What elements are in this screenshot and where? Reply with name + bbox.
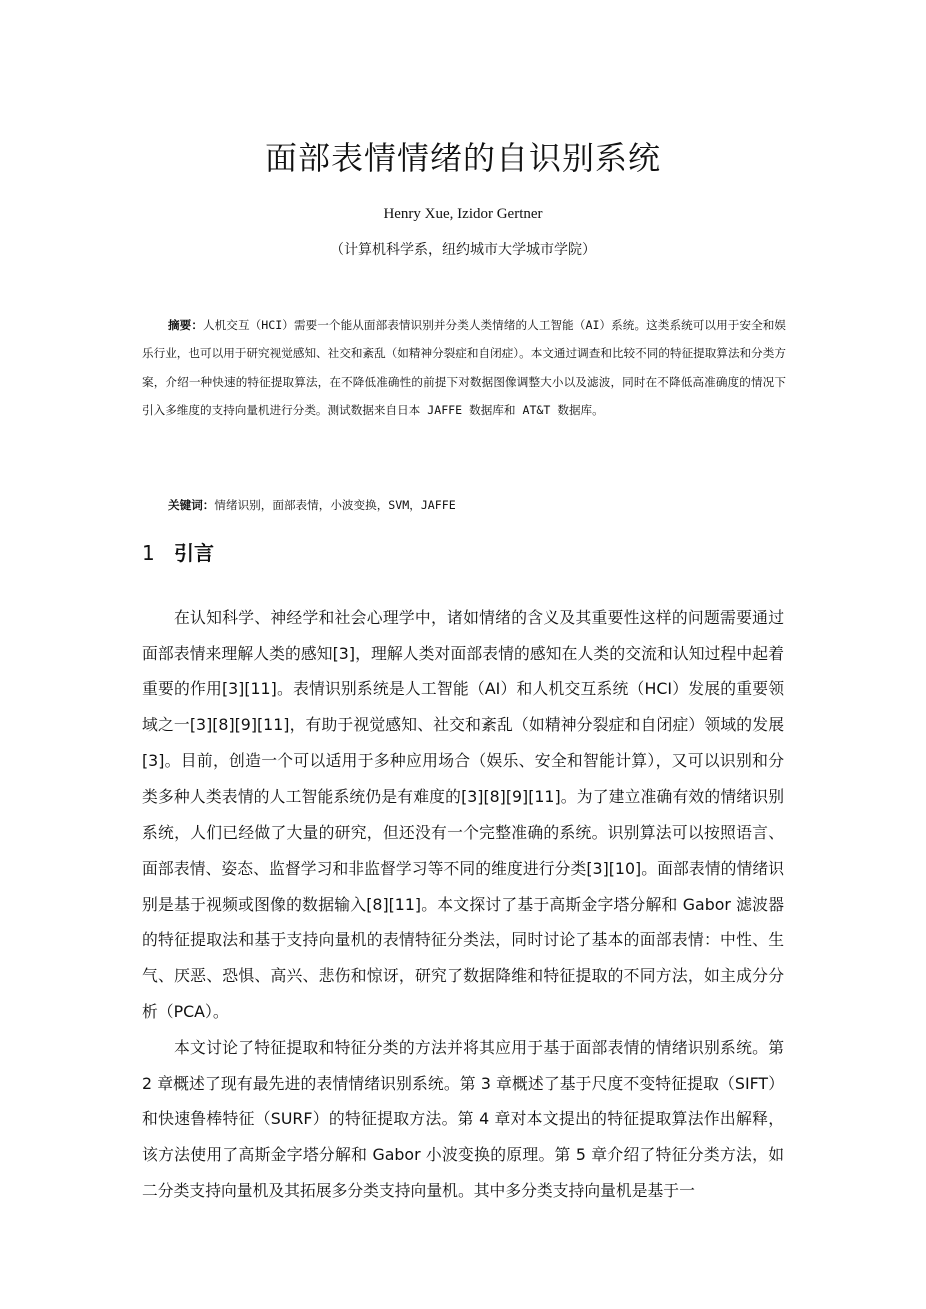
abstract-block	[142, 311, 786, 424]
body-paragraph: 本文讨论了特征提取和特征分类的方法并将其应用于基于面部表情的情绪识别系统。第 2 章概述了现有最先进的表情情绪识别系统。第 3 章概述了基于尺度不变特征提取（SIFT）和快速鲁棒特征（SURF）的特征提取方法。第 4 章对本文提出的特征提取算法作出解释，该方法使用了高斯金字塔分解和 Gabor 小波变换的原理。第 5 章介绍了特征分类方法，如二分类支持向量机及其拓展多分类支持向量机。其中多分类支持向量机是基于一	[142, 1037, 784, 1201]
keywords-block	[168, 493, 788, 517]
abstract-text: 人机交互（HCI）需要一个能从面部表情识别并分类人类情绪的人工智能（AI）系统。这类系统可以用于安全和娱乐行业，也可以用于研究视觉感知、社交和紊乱（如精神分裂症和自闭症）。本文通过调查和比较不同的特征提取算法和分类方案，介绍一种快速的特征提取算法，在不降低准确性的前提下对数据图像调整大小以及滤波，同时在不降低高准确度的情况下引入多维度的支持向量机进行分类。测试数据来自日本 JAFFE 数据库和 AT&T 数据库。	[142, 318, 786, 417]
paper-affiliation: （计算机科学系，纽约城市大学城市学院）	[330, 242, 596, 258]
section-number: 1	[142, 541, 155, 565]
keywords-label: 关键词：	[168, 498, 215, 512]
paper-authors: Henry Xue, Izidor Gertner	[383, 206, 543, 222]
paper-title: 面部表情情绪的自识别系统	[264, 139, 661, 177]
keywords-text: 情绪识别，面部表情，小波变换，SVM，JAFFE	[214, 498, 456, 512]
section-title: 引言	[174, 541, 214, 565]
abstract-label: 摘要：	[168, 318, 203, 332]
section-heading	[142, 537, 214, 569]
body-paragraph: 在认知科学、神经学和社会心理学中，诸如情绪的含义及其重要性这样的问题需要通过面部表情来理解人类的感知[3]，理解人类对面部表情的感知在人类的交流和认知过程中起着重要的作用[3][11]。表情识别系统是人工智能（AI）和人机交互系统（HCI）发展的重要领域之一[3][8][9][11]，有助于视觉感知、社交和紊乱（如精神分裂症和自闭症）领域的发展[3]。目前，创造一个可以适用于多种应用场合（娱乐、安全和智能计算），又可以识别和分类多种人类表情的人工智能系统仍是有难度的[3][8][9][11]。为了建立准确有效的情绪识别系统，人们已经做了大量的研究，但还没有一个完整准确的系统。识别算法可以按照语言、面部表情、姿态、监督学习和非监督学习等不同的维度进行分类[3][10]。面部表情的情绪识别是基于视频或图像的数据输入[8][11]。本文探讨了基于高斯金字塔分解和 Gabor 滤波器的特征提取法和基于支持向量机的表情特征分类法，同时讨论了基本的面部表情：中性、生气、厌恶、恐惧、高兴、悲伤和惊讶，研究了数据降维和特征提取的不同方法，如主成分分析（PCA）。	[142, 607, 784, 1022]
